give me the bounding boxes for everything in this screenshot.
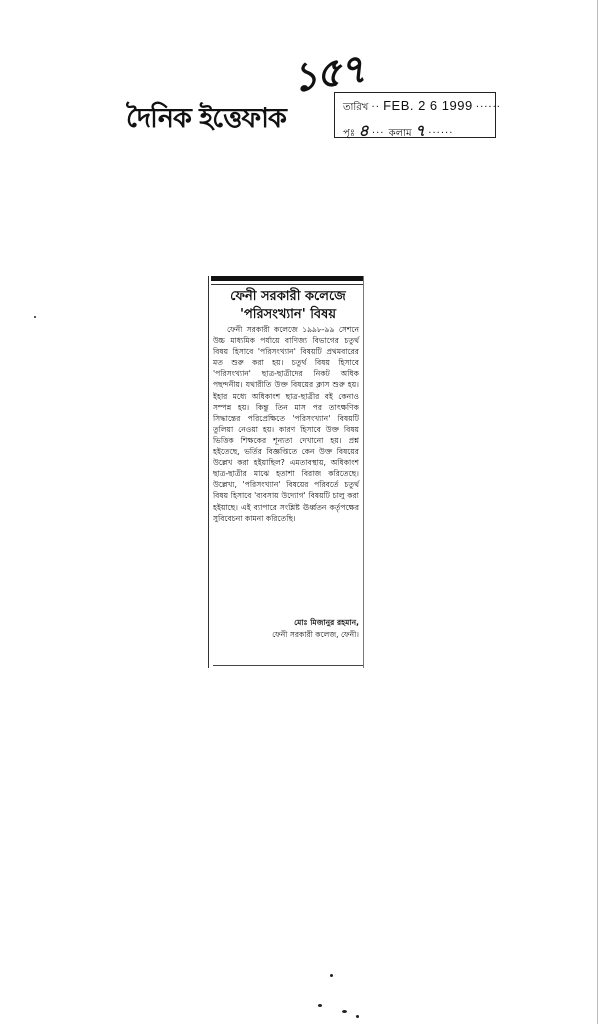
stamp-date-row xyxy=(343,98,501,117)
stamp-column-value: ৭ xyxy=(414,121,426,140)
scan-speck xyxy=(330,974,333,977)
date-stamp-box xyxy=(334,92,501,140)
stamp-dots: ······ xyxy=(428,128,454,139)
stamp-date-value: FEB. 2 6 1999 xyxy=(383,98,473,113)
stamp-dots: ··· xyxy=(371,128,389,139)
page-edge-line xyxy=(597,0,598,1024)
stamp-dots: ·· xyxy=(371,102,380,113)
headline-line-1: ফেনী সরকারী কলেজে xyxy=(230,289,346,304)
scan-speck xyxy=(356,1015,359,1018)
stamp-column-label: কলাম xyxy=(388,128,412,139)
author-name: মোঃ মিজানুর রহমান, xyxy=(294,618,359,627)
article-headline xyxy=(215,288,361,324)
author-affiliation: ফেনী সরকারী কলেজ, ফেনী। xyxy=(272,630,359,639)
newspaper-clipping xyxy=(208,276,364,668)
article-signature xyxy=(272,617,359,641)
clipping-bottom-rule xyxy=(213,665,363,666)
article-body xyxy=(213,324,359,524)
newspaper-name: দৈনিক ইত্তেফাক xyxy=(126,103,286,134)
headline-line-2: 'পরিসংখ্যান' বিষয় xyxy=(240,307,336,322)
clipping-top-rule xyxy=(211,276,363,281)
stamp-date-label: তারিখ xyxy=(343,102,369,113)
scan-speck xyxy=(342,1010,347,1013)
scan-speck xyxy=(34,316,36,318)
stamp-dots: ······ xyxy=(475,102,501,113)
article-paragraph: ফেনী সরকারী কলেজে ১৯৯৮-৯৯ সেশনে উচ্চ মাধ্যমিক পর্যায়ে বাণিজ্য বিভাগের চতুর্থ বিষয় হিসাবে 'পরিসংখ্যান' বিষয়টি প্রথমবারের মত শুরু করা হয়। চতুর্থ বিষয় হিসাবে 'পরিসংখ্যান' ছাত্র-ছাত্রীদের নিকট অধিক পছন্দনীয়। যথারীতি উক্ত বিষয়ের ক্লাস শুরু হয়। ইহার মধ্যে অধিকাংশ ছাত্র-ছাত্রীর বই কেনাও সম্পন্ন হয়। কিন্তু তিন মাস পর তাৎক্ষণিক সিদ্ধান্তের পরিপ্রেক্ষিতে 'পরিসংখ্যান' বিষয়টি তুলিয়া নেওয়া হয়। কারণ হিসাবে উক্ত বিষয় ভিত্তিক শিক্ষকের শূন্যতা দেখানো হয়। প্রশ্ন হইতেছে, ভর্তির বিজ্ঞপ্তিতে কেন উক্ত বিষয়ের উল্লেখ করা হইয়াছিল? এমতাবস্থায়, অধিকাংশ ছাত্র-ছাত্রীর মাঝে হতাশা বিরাজ করিতেছে। উল্লেখ্য, 'পরিসংখ্যান' বিষয়ের পরিবর্তে চতুর্থ বিষয় হিসাবে 'ব্যবসায় উদ্যোগ' বিষয়টি চালু করা হইয়াছে। এই ব্যাপারে সংশ্লিষ্ট ঊর্ধ্বতন কর্তৃপক্ষের সুবিবেচনা কামনা করিতেছি। xyxy=(213,325,359,523)
scan-speck xyxy=(318,1004,322,1007)
stamp-page-value: ৪ xyxy=(358,121,369,140)
stamp-page-label: পৃঃ xyxy=(343,128,356,139)
stamp-page-row xyxy=(343,118,453,145)
handwritten-folio-number: ১৫৭ xyxy=(288,45,367,102)
clipping-top-rule-thin xyxy=(211,284,363,285)
